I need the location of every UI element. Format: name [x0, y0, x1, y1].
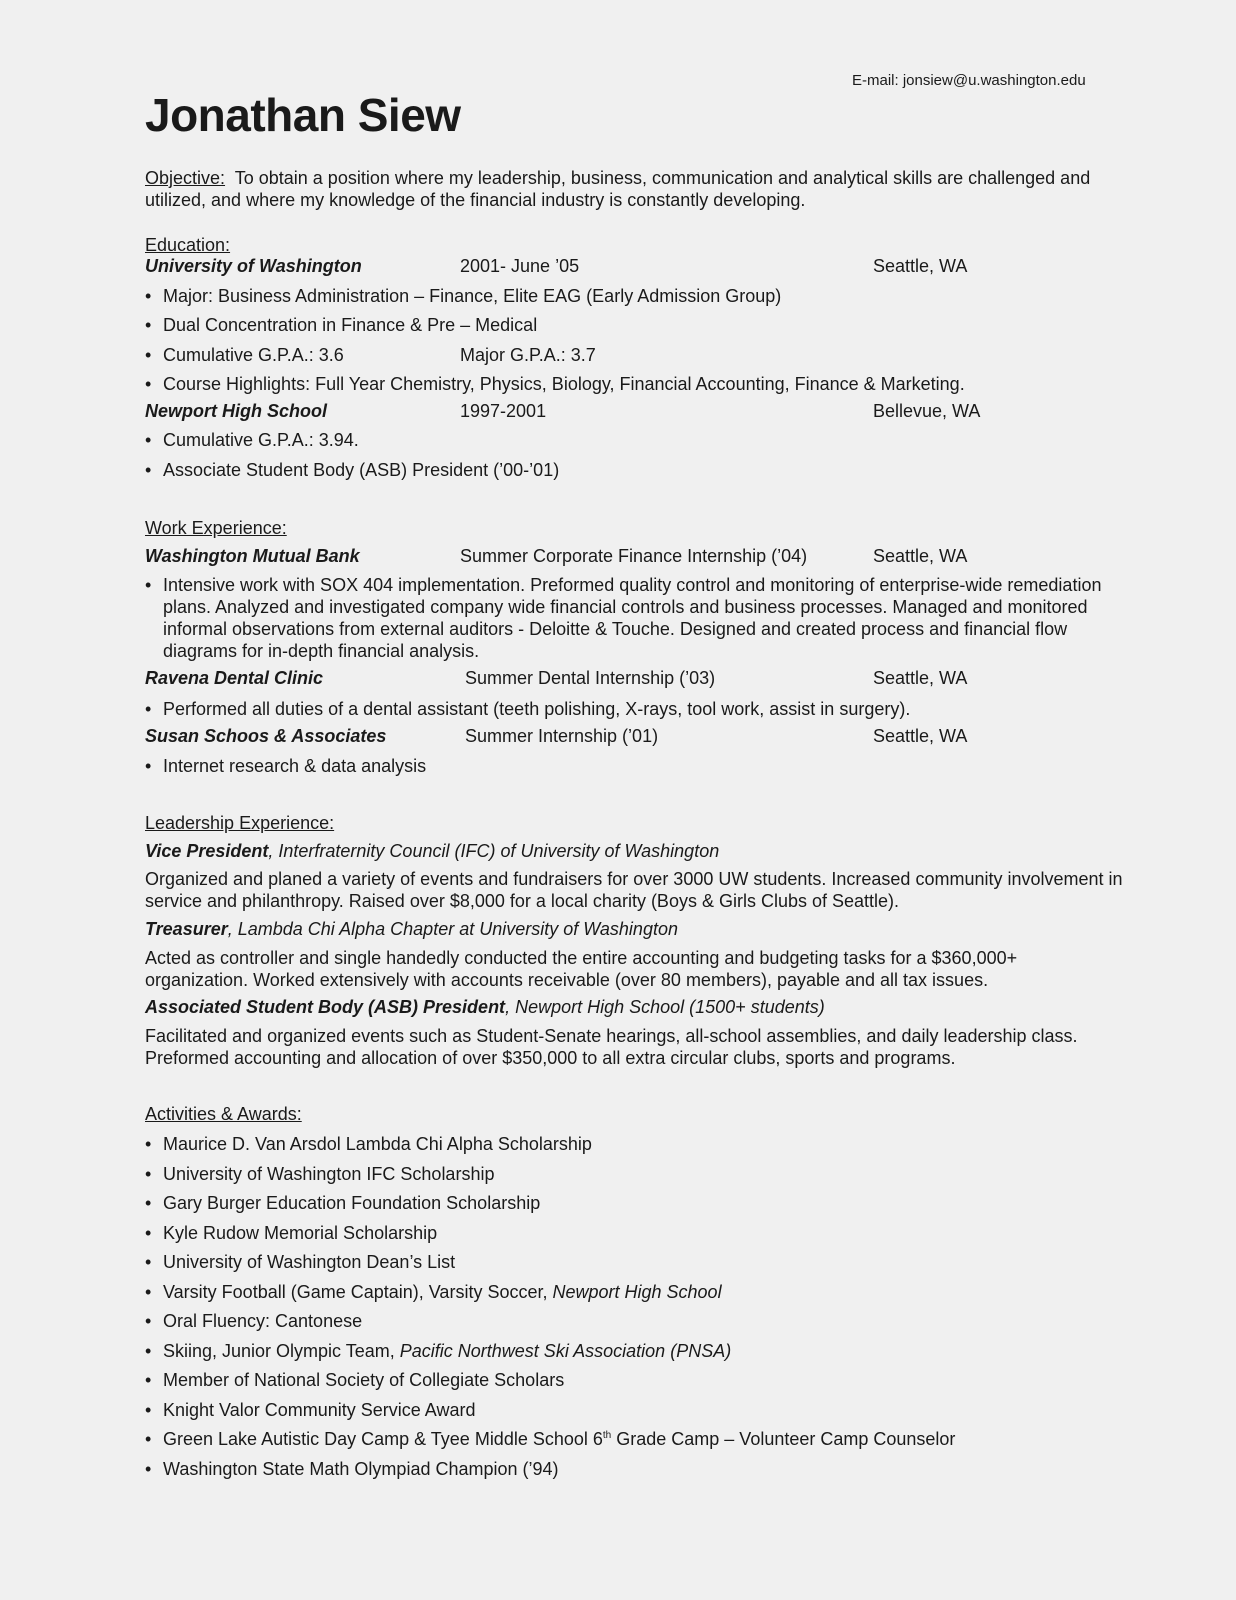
activities-heading: Activities & Awards: — [145, 1104, 302, 1124]
list-item: • University of Washington Dean’s List — [145, 1252, 456, 1272]
job-role: Summer Corporate Finance Internship (’04) — [460, 546, 808, 566]
job-location: Seattle, WA — [873, 668, 968, 688]
uw-dates: 2001- June ’05 — [460, 256, 580, 276]
job-role: Summer Dental Internship (’03) — [465, 668, 716, 688]
list-item: • Gary Burger Education Foundation Scholarship — [145, 1193, 541, 1213]
list-item: • Kyle Rudow Memorial Scholarship — [145, 1223, 438, 1243]
leadership-description: Facilitated and organized events such as Student-Senate hearings, all-school assemblies, and daily leadership class. Preformed accounting and allocation of over $350,000 to all extra circular clubs, sports and programs. — [145, 1026, 1078, 1068]
job-location: Seattle, WA — [873, 726, 968, 746]
list-item: • Maurice D. Van Arsdol Lambda Chi Alpha Scholarship — [145, 1134, 592, 1154]
list-item: • Knight Valor Community Service Award — [145, 1400, 476, 1420]
job-location: Seattle, WA — [873, 546, 968, 566]
list-item: • Major: Business Administration – Finance, Elite EAG (Early Admission Group) — [145, 286, 782, 306]
list-item: • Member of National Society of Collegiate Scholars — [145, 1370, 565, 1390]
list-item: • Cumulative G.P.A.: 3.6 — [145, 345, 344, 365]
list-item: • Skiing, Junior Olympic Team, Pacific Northwest Ski Association (PNSA) — [145, 1341, 732, 1361]
newport-school: Newport High School — [145, 401, 327, 421]
newport-location: Bellevue, WA — [873, 401, 981, 421]
list-item: • Intensive work with SOX 404 implementation. Preformed quality control and monitoring of enterprise-wide remediation plans. Analyzed and investigated company wide financial controls and business processes. Managed and monitored informal observations from external auditors - Deloitte & Touche. Designed and created process and financial flow diagrams for in-depth financial analysis. — [145, 575, 1102, 661]
email-address: E-mail: jonsiew@u.washington.edu — [852, 72, 1086, 89]
leadership-role: Treasurer, Lambda Chi Alpha Chapter at University of Washington — [145, 919, 678, 939]
leadership-role: Vice President, Interfraternity Council (IFC) of University of Washington — [145, 841, 720, 861]
objective-label: Objective: — [145, 168, 226, 188]
job-role: Summer Internship (’01) — [465, 726, 659, 746]
list-item: • Internet research & data analysis — [145, 756, 427, 776]
list-item: • Oral Fluency: Cantonese — [145, 1311, 363, 1331]
newport-dates: 1997-2001 — [460, 401, 547, 421]
uw-school: University of Washington — [145, 256, 362, 276]
education-heading: Education: — [145, 235, 231, 255]
list-item: • Washington State Math Olympiad Champion (’94) — [145, 1459, 559, 1479]
leadership-heading: Leadership Experience: — [145, 813, 335, 833]
leadership-description: Acted as controller and single handedly conducted the entire accounting and budgeting tasks for a $360,000+ organization. Worked extensively with accounts receivable (over 80 members), payable and all tax issues. — [145, 948, 1018, 990]
job-employer: Ravena Dental Clinic — [145, 668, 324, 688]
leadership-role: Associated Student Body (ASB) President, Newport High School (1500+ students) — [145, 997, 825, 1017]
uw-major-gpa: Major G.P.A.: 3.7 — [460, 345, 596, 365]
uw-location: Seattle, WA — [873, 256, 968, 276]
list-item: • Course Highlights: Full Year Chemistry, Physics, Biology, Financial Accounting, Finance & Marketing. — [145, 374, 965, 394]
job-employer: Susan Schoos & Associates — [145, 726, 387, 746]
list-item: • Varsity Football (Game Captain), Varsity Soccer, Newport High School — [145, 1282, 722, 1302]
job-employer: Washington Mutual Bank — [145, 546, 360, 566]
list-item: • Associate Student Body (ASB) President (’00-’01) — [145, 460, 560, 480]
list-item: • University of Washington IFC Scholarship — [145, 1164, 495, 1184]
list-item: • Cumulative G.P.A.: 3.94. — [145, 430, 359, 450]
candidate-name: Jonathan Siew — [145, 89, 461, 141]
work-heading: Work Experience: — [145, 518, 287, 538]
leadership-description: Organized and planed a variety of events and fundraisers for over 3000 UW students. Increased community involvement in service and philanthropy. Raised over $8,000 for a local charity (Boys & Girls Clubs of Seattle). — [145, 869, 1123, 911]
objective-text: To obtain a position where my leadership, business, communication and analytical skills are challenged and utilized, and where my knowledge of the financial industry is constantly developing. — [145, 168, 1091, 210]
list-item: • Dual Concentration in Finance & Pre – Medical — [145, 315, 538, 335]
list-item: • Performed all duties of a dental assistant (teeth polishing, X-rays, tool work, assist in surgery). — [145, 699, 911, 719]
objective-block — [145, 167, 1125, 211]
list-item: • Green Lake Autistic Day Camp & Tyee Middle School 6th Grade Camp – Volunteer Camp Counselor — [145, 1429, 956, 1449]
